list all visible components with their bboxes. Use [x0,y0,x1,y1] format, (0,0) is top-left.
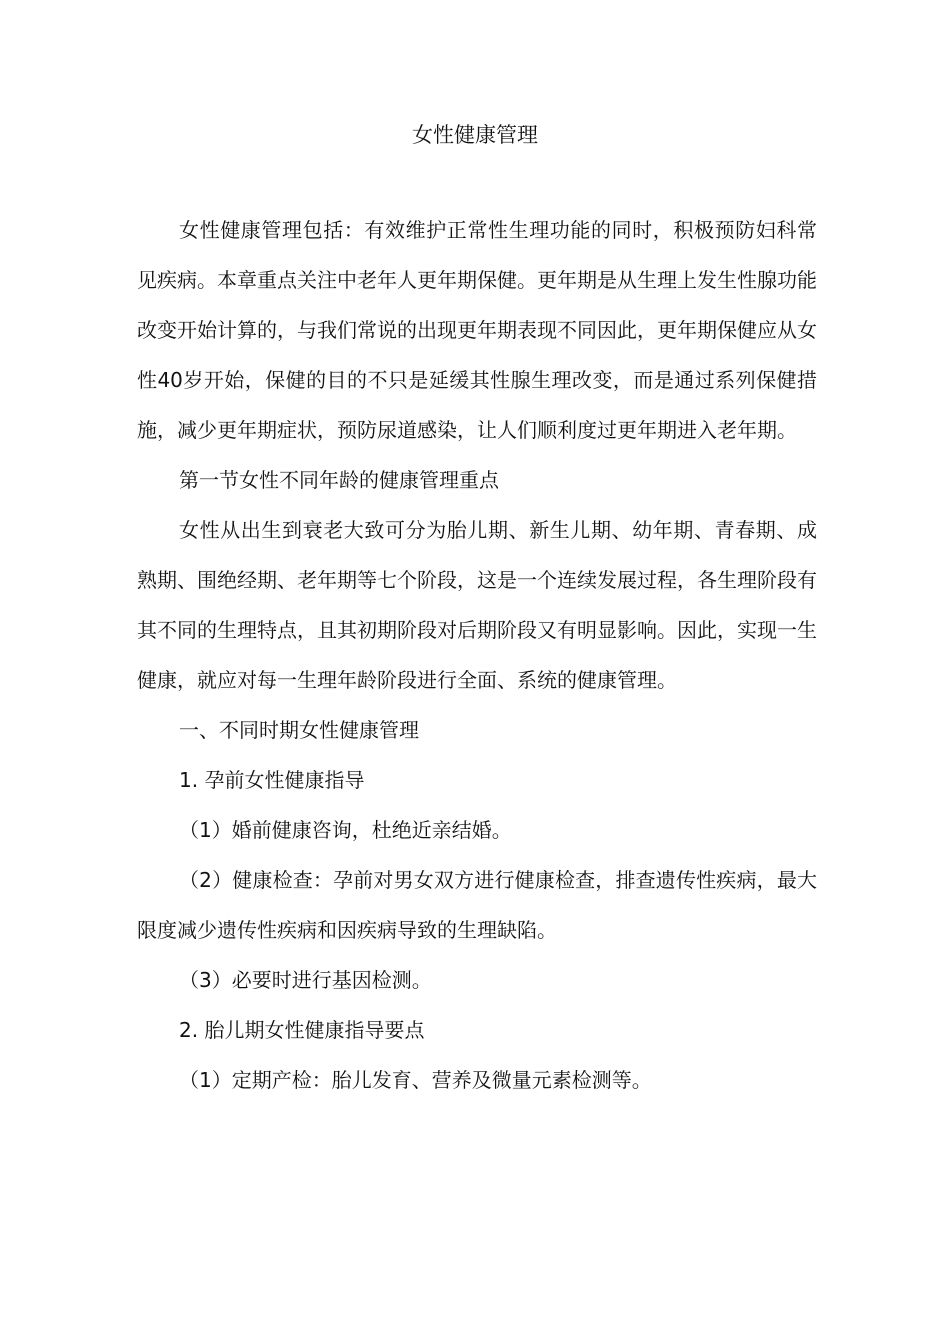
list-item: （1）婚前健康咨询，杜绝近亲结婚。 [179,818,512,842]
paragraph-intro: 女性健康管理包括：有效维护正常性生理功能的同时，积极预防妇科常见疾病。本章重点关注中老年人更年期保健。更年期是从生理上发生性腺功能改变开始计算的，与我们常说的出现更年期表现不同因此，更年期保健应从女性40岁开始，保健的目的不只是延缓其性腺生理改变，而是通过系列保健措施，减少更年期症状，预防尿道感染，让人们顺利度过更年期进入老年期。 [137,218,817,442]
list-item: （3）必要时进行基因检测。 [179,968,432,992]
item-heading-1: 1. 孕前女性健康指导 [179,768,365,792]
document-title: 女性健康管理 [412,123,538,147]
document-body [137,205,817,1105]
subsection-heading: 一、不同时期女性健康管理 [179,718,419,742]
section-heading: 第一节女性不同年龄的健康管理重点 [179,468,499,492]
paragraph-life-stages: 女性从出生到衰老大致可分为胎儿期、新生儿期、幼年期、青春期、成熟期、围绝经期、老年期等七个阶段，这是一个连续发展过程，各生理阶段有其不同的生理特点，且其初期阶段对后期阶段又有明显影响。因此，实现一生健康，就应对每一生理年龄阶段进行全面、系统的健康管理。 [137,518,817,692]
item-heading-2: 2. 胎儿期女性健康指导要点 [179,1018,425,1042]
list-item: （2）健康检查：孕前对男女双方进行健康检查，排查遗传性疾病，最大限度减少遗传性疾病和因疾病导致的生理缺陷。 [137,868,817,942]
list-item: （1）定期产检：胎儿发育、营养及微量元素检测等。 [179,1068,652,1092]
